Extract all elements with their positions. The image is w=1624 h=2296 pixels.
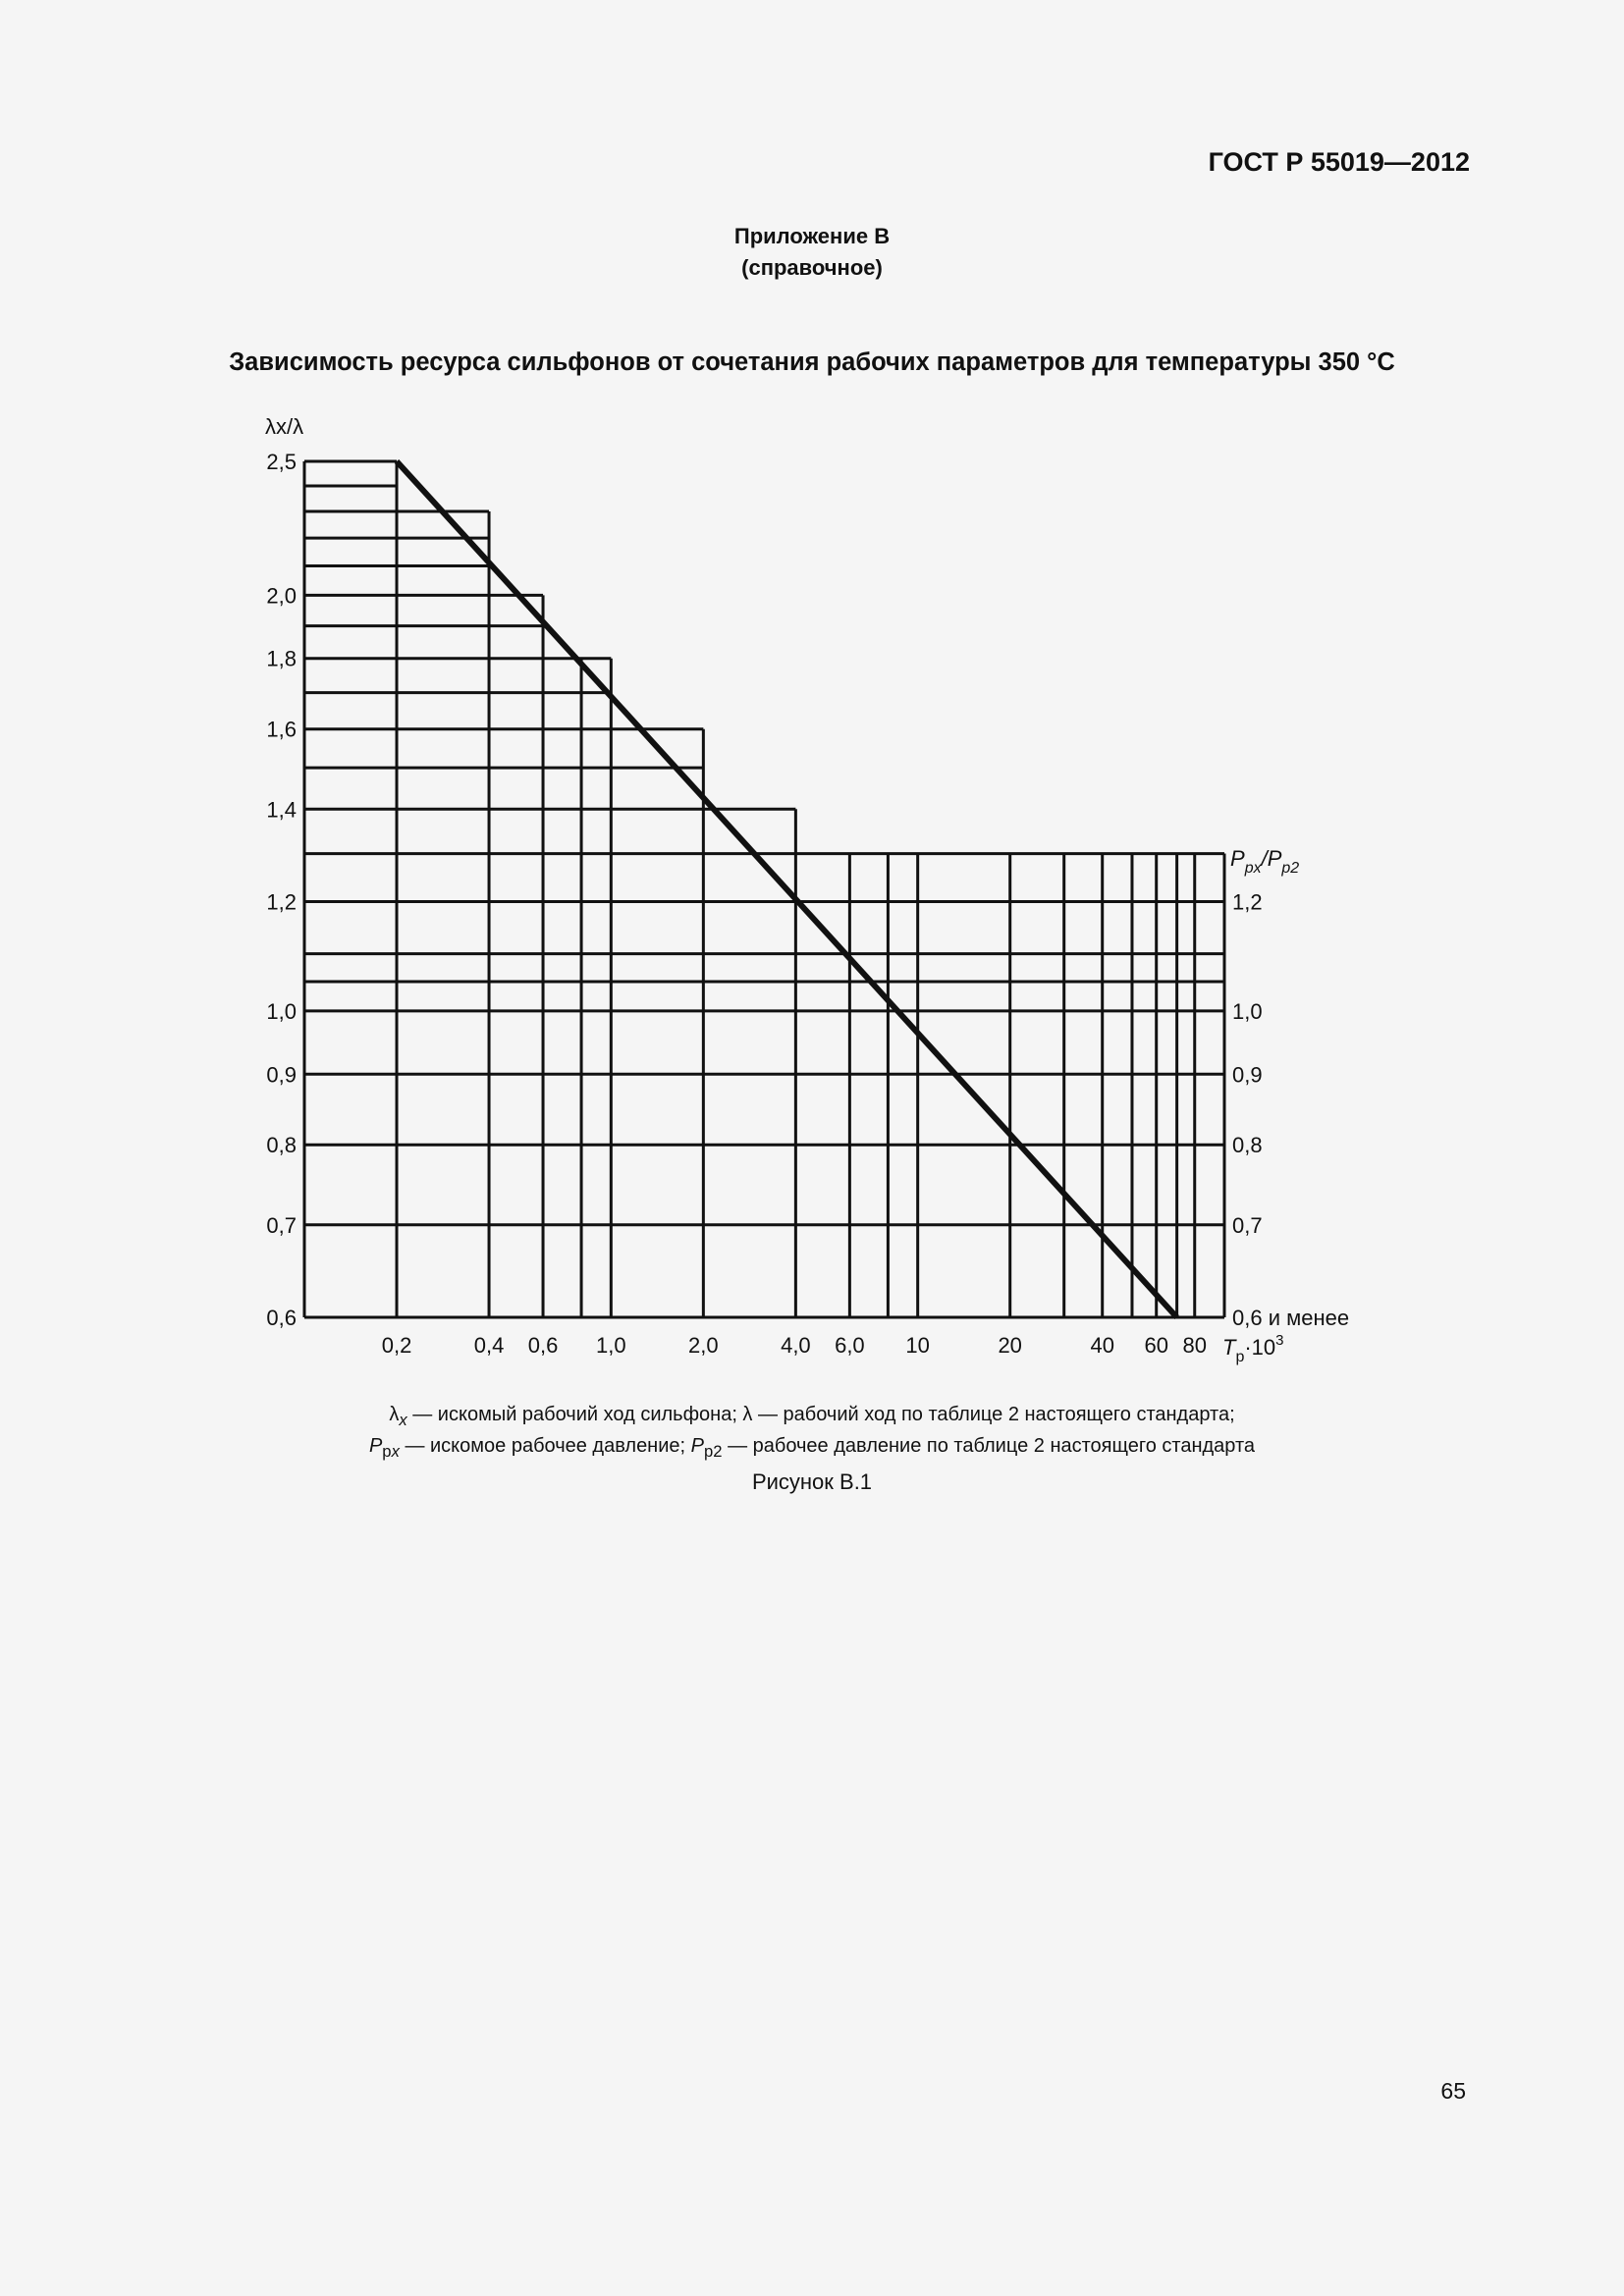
y-right-tick-label: 0,8 [1232,1133,1263,1158]
x-tick-label: 0,6 [527,1333,559,1358]
x-axis-label: $T_p\cdot 10^3$ [1222,1332,1284,1365]
y-left-tick-labels [266,450,297,1330]
y-right-tick-label: 0,9 [1232,1062,1263,1088]
appendix-subtitle: (справочное) [741,255,883,280]
x-tick-label: 0,2 [381,1333,412,1358]
y-left-tick-label: 1,0 [266,998,297,1024]
x-tick-label: 60 [1144,1333,1168,1358]
y-right-tick-label: 1,0 [1232,998,1263,1024]
series-lines [397,461,1177,1317]
y-left-tick-label: 0,9 [266,1062,297,1088]
y-left-tick-label: 1,6 [266,717,297,742]
figure-title: Зависимость ресурса сильфонов от сочетания рабочих параметров для температуры 350 °С [229,348,1395,376]
y-left-tick-label: 0,7 [266,1212,297,1238]
series-line [397,461,1177,1317]
y-right-tick-label: 0,6 и менее [1232,1306,1350,1330]
x-tick-label: 10 [905,1333,930,1358]
grid-horizontal-lines [304,461,1224,1317]
y-left-axis-label: λx/λ [265,414,304,439]
figure-caption: Рисунок В.1 [751,1469,873,1494]
y-left-tick-label: 1,4 [266,797,297,823]
x-tick-label: 80 [1182,1333,1207,1358]
x-tick-label: 40 [1090,1333,1114,1358]
appendix-title: Приложение В [733,224,891,248]
document-id: ГОСТ Р 55019—2012 [1208,147,1470,177]
x-tick-label: 20 [998,1333,1022,1358]
y-left-tick-label: 2,5 [266,450,297,474]
y-right-tick-label: 1,2 [1232,889,1263,915]
x-tick-label: 4,0 [781,1333,811,1358]
y-left-tick-label: 0,8 [266,1133,297,1158]
chart-frame [304,461,1224,1317]
x-tick-label: 0,4 [473,1333,505,1358]
legend-line-1: $\lambda_x$ — искомый рабочий ход сильфона; λ — рабочий ход по таблице 2 настоящего стандарта; [389,1404,1235,1429]
y-right-axis-label: $P_{px}/P_{p2}$ [1230,846,1300,877]
grid-vertical-lines [397,461,1224,1317]
y-right-tick-label: 0,7 [1232,1212,1263,1238]
y-left-tick-label: 1,8 [266,646,297,671]
y-left-tick-label: 2,0 [266,583,297,609]
y-left-tick-label: 0,6 [266,1306,297,1330]
page-number: 65 [1440,2078,1466,2104]
y-left-tick-label: 1,2 [266,889,297,915]
x-tick-label: 2,0 [688,1333,719,1358]
x-tick-labels [382,1333,1207,1358]
y-right-tick-labels [1232,889,1349,1330]
x-tick-label: 6,0 [835,1333,865,1358]
x-tick-label: 1,0 [596,1333,626,1358]
legend-line-2: $P_{px}$ — искомое рабочее давление; $P_{p2}$ — рабочее давление по таблице 2 настоящего стандарта [368,1435,1256,1461]
figure-legend [0,1402,1624,1465]
